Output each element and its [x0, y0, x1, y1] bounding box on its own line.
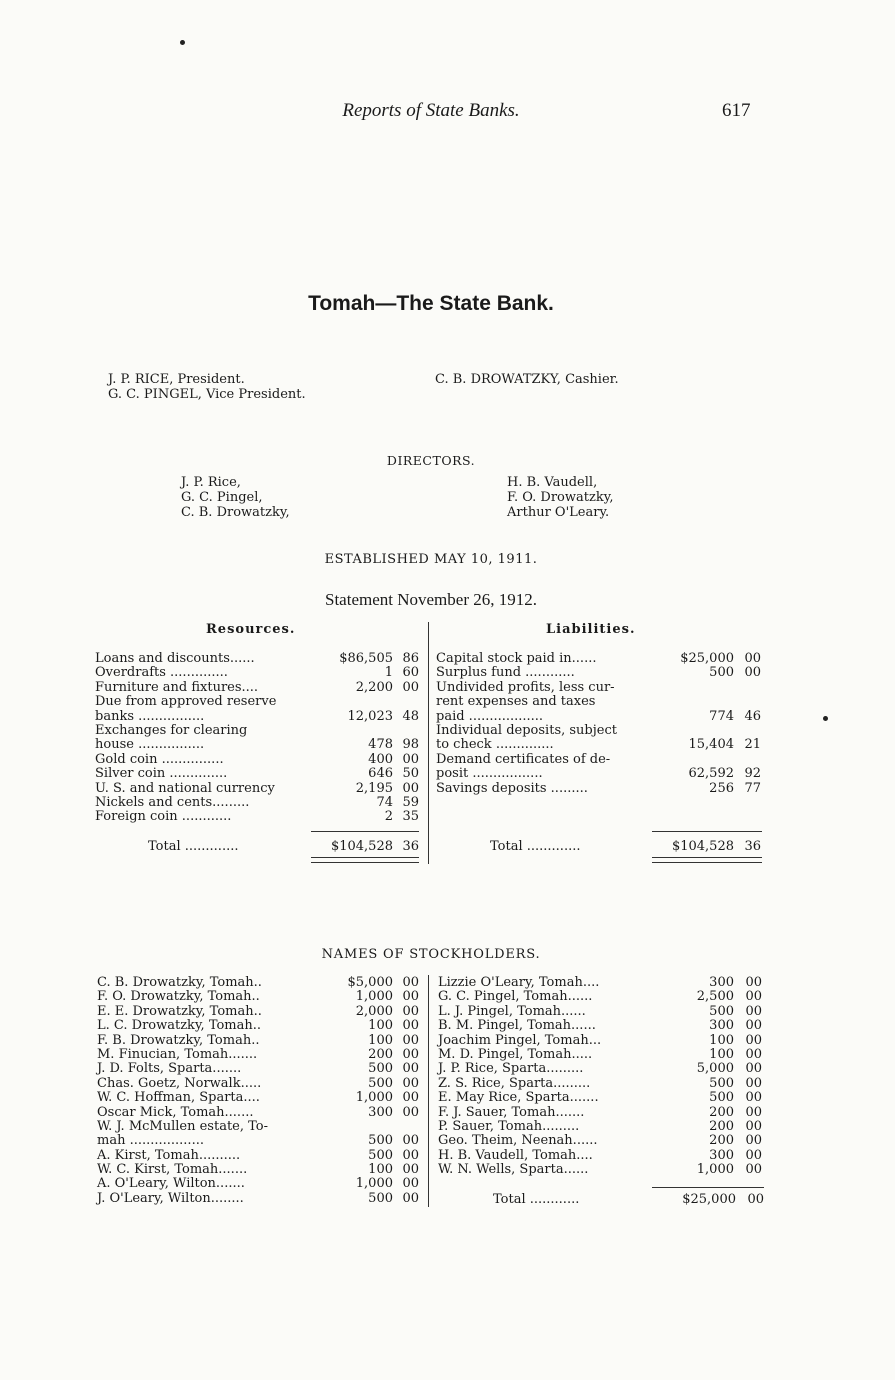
table-row [97, 1005, 425, 1019]
row-amount: 200 [709, 1133, 734, 1149]
statement-title: Statement November 26, 1912. [325, 590, 537, 609]
row-label: Geo. Theim, Neenah...... [438, 1133, 598, 1149]
row-label: W. C. Kirst, Tomah....... [97, 1162, 248, 1178]
row-label: posit ................. [436, 766, 543, 782]
stockholders-total-amount: $25,000 [682, 1192, 736, 1207]
row-label: A. Kirst, Tomah.......... [97, 1147, 241, 1163]
row-cents: 00 [745, 1061, 762, 1077]
row-amount: 400 [368, 751, 393, 767]
row-amount: 1 [384, 665, 393, 681]
table-row [95, 710, 425, 724]
table-row [436, 782, 766, 796]
row-label: Furniture and fixtures.... [95, 679, 259, 695]
row-amount: 200 [368, 1046, 393, 1062]
table-row [97, 1062, 425, 1076]
row-amount: 74 [376, 794, 393, 810]
row-label: Surplus fund ............ [436, 665, 575, 681]
row-cents: 00 [402, 751, 419, 767]
table-row [97, 1134, 425, 1148]
row-label: E. E. Drowatzky, Tomah.. [97, 1003, 262, 1019]
table-row [436, 681, 766, 695]
row-label: rent expenses and taxes [436, 694, 596, 710]
table-row [95, 767, 425, 781]
officers-right [435, 372, 619, 387]
row-label: B. M. Pingel, Tomah...... [438, 1018, 596, 1034]
row-label: H. B. Vaudell, Tomah.... [438, 1147, 593, 1163]
table-row [436, 710, 766, 724]
row-cents: 46 [744, 708, 761, 724]
row-amount: 2,500 [696, 989, 734, 1005]
directors-right [507, 475, 613, 520]
row-label: Gold coin ............... [95, 751, 224, 767]
row-label: mah .................. [97, 1133, 204, 1149]
table-row [436, 753, 766, 767]
row-label: E. May Rice, Sparta....... [438, 1090, 599, 1106]
table-row [95, 796, 425, 810]
established-line: ESTABLISHED MAY 10, 1911. [324, 552, 538, 567]
stockholders-total-label: Total ............ [493, 1192, 580, 1207]
row-amount: 500 [368, 1133, 393, 1149]
row-label: M. D. Pingel, Tomah..... [438, 1046, 593, 1062]
resources-total-label: Total ............. [148, 839, 239, 854]
row-cents: 00 [402, 1018, 419, 1034]
row-cents: 00 [402, 1133, 419, 1149]
row-amount: 200 [709, 1118, 734, 1134]
row-cents: 00 [402, 975, 419, 990]
row-cents: 00 [402, 1075, 419, 1091]
row-amount: 256 [709, 780, 734, 796]
statement-divider [428, 622, 429, 864]
row-amount: 2,200 [355, 679, 393, 695]
row-amount: 500 [368, 1190, 393, 1206]
row-amount: 15,404 [688, 737, 734, 753]
resources-total-rule [311, 831, 419, 832]
table-row [438, 990, 766, 1004]
row-cents: 00 [402, 1061, 419, 1077]
row-label: M. Finucian, Tomah....... [97, 1046, 258, 1062]
stockholders-total-cents: 00 [747, 1192, 764, 1207]
row-cents: 86 [402, 651, 419, 666]
row-amount: 200 [709, 1104, 734, 1120]
table-row [95, 652, 425, 666]
resources-heading: Resources. [206, 622, 296, 637]
director-name: F. O. Drowatzky, [507, 490, 614, 505]
row-label: W. J. McMullen estate, To- [97, 1118, 269, 1134]
table-row [97, 1034, 425, 1048]
table-row [438, 1106, 766, 1120]
row-label: J. P. Rice, Sparta......... [438, 1061, 584, 1077]
row-label: Oscar Mick, Tomah....... [97, 1104, 254, 1120]
row-cents: 00 [402, 1032, 419, 1048]
table-row [438, 976, 766, 990]
table-row [436, 695, 766, 709]
ink-speck [823, 716, 828, 721]
row-cents: 00 [744, 665, 761, 681]
row-amount: 62,592 [688, 766, 734, 782]
table-row [97, 1091, 425, 1105]
table-row [95, 782, 425, 796]
table-row [438, 1048, 766, 1062]
table-row [436, 652, 766, 666]
stockholders-total-rule [652, 1187, 764, 1188]
resources-table [95, 652, 425, 825]
row-cents: 00 [402, 989, 419, 1005]
officer-cashier: C. B. DROWATZKY, Cashier. [435, 372, 619, 387]
row-cents: 00 [745, 1133, 762, 1149]
ink-speck [180, 40, 185, 45]
row-cents: 00 [745, 975, 762, 990]
row-amount: 1,000 [355, 1176, 393, 1192]
directors-left [181, 475, 290, 520]
table-row [97, 1192, 425, 1206]
row-cents: 59 [402, 794, 419, 810]
directors-heading: DIRECTORS. [386, 453, 476, 468]
row-label: Nickels and cents......... [95, 794, 250, 810]
bank-title: Tomah—The State Bank. [308, 292, 554, 315]
row-amount: 5,000 [696, 1061, 734, 1077]
row-label: L. J. Pingel, Tomah...... [438, 1003, 586, 1019]
table-row [97, 1048, 425, 1062]
row-cents: 50 [402, 766, 419, 782]
table-row [97, 1177, 425, 1191]
table-row [438, 1077, 766, 1091]
table-row [95, 738, 425, 752]
row-label: Savings deposits ......... [436, 780, 588, 796]
row-label: Chas. Goetz, Norwalk..... [97, 1075, 262, 1091]
row-label: Lizzie O'Leary, Tomah.... [438, 975, 600, 990]
row-label: G. C. Pingel, Tomah...... [438, 989, 593, 1005]
row-label: U. S. and national currency [95, 780, 275, 796]
row-cents: 00 [402, 1162, 419, 1178]
row-label: Overdrafts .............. [95, 665, 228, 681]
officer-president: J. P. RICE, President. [108, 372, 245, 387]
table-row [95, 666, 425, 680]
row-label: Z. S. Rice, Sparta......... [438, 1075, 591, 1091]
row-cents: 00 [744, 651, 761, 666]
row-amount: 500 [368, 1147, 393, 1163]
liabilities-double-rule [652, 857, 762, 863]
row-cents: 92 [744, 766, 761, 782]
director-name: J. P. Rice, [181, 475, 241, 490]
row-amount: $25,000 [680, 651, 734, 666]
director-name: H. B. Vaudell, [507, 475, 598, 490]
row-cents: 77 [744, 780, 761, 796]
row-cents: 00 [745, 1018, 762, 1034]
officers-left [108, 372, 306, 402]
row-amount: 774 [709, 708, 734, 724]
row-amount: 646 [368, 766, 393, 782]
liabilities-heading: Liabilities. [546, 622, 636, 637]
officer-vice-president: G. C. PINGEL, Vice President. [108, 387, 306, 402]
liabilities-total-amount: $104,528 [671, 839, 734, 854]
table-row [438, 1062, 766, 1076]
row-label: J. D. Folts, Sparta....... [97, 1061, 242, 1077]
row-label: Joachim Pingel, Tomah... [438, 1032, 602, 1048]
row-label: Foreign coin ............ [95, 809, 232, 825]
row-label: Undivided profits, less cur- [436, 679, 615, 695]
table-row [438, 1120, 766, 1134]
row-cents: 00 [402, 1176, 419, 1192]
row-label: Exchanges for clearing [95, 722, 248, 738]
row-label: F. B. Drowatzky, Tomah.. [97, 1032, 260, 1048]
row-label: F. J. Sauer, Tomah....... [438, 1104, 585, 1120]
row-cents: 00 [745, 1075, 762, 1091]
row-label: A. O'Leary, Wilton....... [97, 1176, 245, 1192]
row-amount: 300 [368, 1104, 393, 1120]
row-amount: 100 [368, 1032, 393, 1048]
liabilities-total-rule [652, 831, 762, 832]
table-row [97, 1019, 425, 1033]
resources-double-rule [311, 857, 419, 863]
row-amount: 100 [709, 1032, 734, 1048]
row-amount: 478 [368, 737, 393, 753]
row-label: C. B. Drowatzky, Tomah.. [97, 975, 262, 990]
stockholders-divider [428, 975, 429, 1207]
row-label: Individual deposits, subject [436, 722, 617, 738]
row-amount: 500 [709, 1003, 734, 1019]
row-cents: 00 [402, 780, 419, 796]
table-row [436, 767, 766, 781]
resources-total-cents: 36 [402, 839, 419, 854]
row-amount: $86,505 [339, 651, 393, 666]
table-row [95, 810, 425, 824]
row-cents: 00 [402, 1147, 419, 1163]
row-cents: 00 [745, 1162, 762, 1178]
table-row [438, 1149, 766, 1163]
row-cents: 21 [744, 737, 761, 753]
table-row [97, 1149, 425, 1163]
row-cents: 00 [402, 1104, 419, 1120]
table-row [438, 1091, 766, 1105]
row-cents: 00 [402, 1046, 419, 1062]
row-amount: 300 [709, 1147, 734, 1163]
row-amount: $5,000 [347, 975, 393, 990]
liabilities-total-cents: 36 [744, 839, 761, 854]
row-label: banks ................ [95, 708, 205, 724]
row-label: Demand certificates of de- [436, 751, 611, 767]
running-title: Reports of State Banks. [342, 100, 520, 121]
row-cents: 00 [745, 1147, 762, 1163]
table-row [438, 1019, 766, 1033]
row-amount: 1,000 [355, 1090, 393, 1106]
row-amount: 500 [368, 1061, 393, 1077]
row-label: W. N. Wells, Sparta...... [438, 1162, 589, 1178]
row-amount: 500 [368, 1075, 393, 1091]
stockholders-left-table [97, 976, 425, 1206]
table-row [438, 1005, 766, 1019]
table-row [95, 724, 425, 738]
table-row [97, 990, 425, 1004]
row-label: Loans and discounts...... [95, 651, 255, 666]
row-label: F. O. Drowatzky, Tomah.. [97, 989, 260, 1005]
table-row [97, 1077, 425, 1091]
row-amount: 300 [709, 1018, 734, 1034]
row-label: P. Sauer, Tomah......... [438, 1118, 580, 1134]
stockholders-heading: NAMES OF STOCKHOLDERS. [321, 947, 541, 962]
row-amount: 1,000 [355, 989, 393, 1005]
row-label: Due from approved reserve [95, 694, 277, 710]
row-cents: 00 [402, 1190, 419, 1206]
table-row [97, 1106, 425, 1120]
row-cents: 35 [402, 809, 419, 825]
row-amount: 2 [384, 809, 393, 825]
row-cents: 00 [745, 989, 762, 1005]
director-name: G. C. Pingel, [181, 490, 263, 505]
row-label: J. O'Leary, Wilton........ [97, 1190, 244, 1206]
row-label: Silver coin .............. [95, 766, 228, 782]
row-amount: 500 [709, 665, 734, 681]
page-number: 617 [722, 100, 751, 121]
row-amount: 100 [368, 1018, 393, 1034]
director-name: C. B. Drowatzky, [181, 505, 290, 520]
row-cents: 00 [745, 1090, 762, 1106]
row-amount: 1,000 [696, 1162, 734, 1178]
row-label: to check .............. [436, 737, 554, 753]
table-row [95, 753, 425, 767]
table-row [95, 695, 425, 709]
table-row [95, 681, 425, 695]
row-cents: 00 [745, 1003, 762, 1019]
stockholders-right-table [438, 976, 766, 1177]
table-row [438, 1034, 766, 1048]
resources-total-amount: $104,528 [330, 839, 393, 854]
row-cents: 48 [402, 708, 419, 724]
row-amount: 300 [709, 975, 734, 990]
row-cents: 00 [402, 1090, 419, 1106]
row-label: paid .................. [436, 708, 544, 724]
row-label: W. C. Hoffman, Sparta.... [97, 1090, 260, 1106]
row-cents: 60 [402, 665, 419, 681]
row-amount: 2,195 [355, 780, 393, 796]
row-amount: 100 [368, 1162, 393, 1178]
table-row [436, 738, 766, 752]
row-amount: 500 [709, 1075, 734, 1091]
table-row [438, 1163, 766, 1177]
table-row [438, 1134, 766, 1148]
row-label: house ................ [95, 737, 205, 753]
table-row [97, 1163, 425, 1177]
row-cents: 00 [745, 1046, 762, 1062]
row-cents: 00 [402, 1003, 419, 1019]
table-row [436, 666, 766, 680]
row-amount: 2,000 [355, 1003, 393, 1019]
row-amount: 500 [709, 1090, 734, 1106]
row-label: L. C. Drowatzky, Tomah.. [97, 1018, 262, 1034]
table-row [97, 976, 425, 990]
liabilities-table [436, 652, 766, 796]
row-cents: 00 [745, 1118, 762, 1134]
row-cents: 98 [402, 737, 419, 753]
table-row [436, 724, 766, 738]
row-cents: 00 [745, 1032, 762, 1048]
liabilities-total-label: Total ............. [490, 839, 581, 854]
director-name: Arthur O'Leary. [507, 505, 610, 520]
row-label: Capital stock paid in...... [436, 651, 597, 666]
row-cents: 00 [402, 679, 419, 695]
row-amount: 12,023 [347, 708, 393, 724]
row-amount: 100 [709, 1046, 734, 1062]
row-cents: 00 [745, 1104, 762, 1120]
table-row [97, 1120, 425, 1134]
